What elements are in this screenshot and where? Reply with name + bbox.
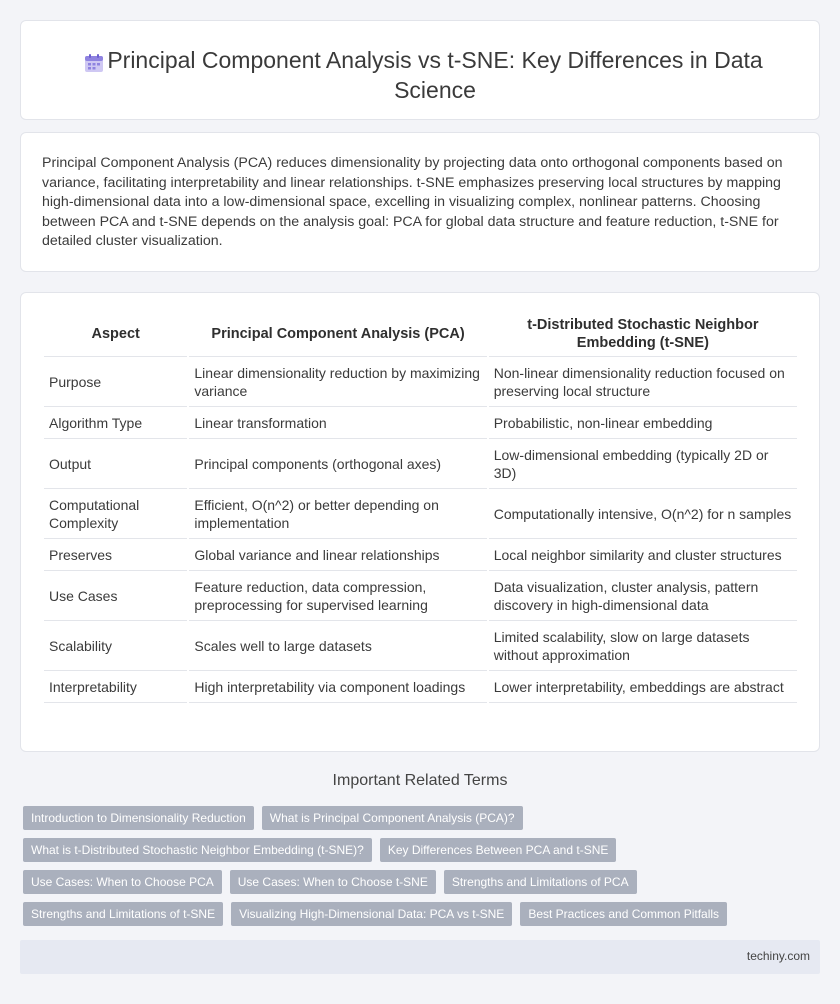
cell-tsne: Limited scalability, slow on large datasets without approximation bbox=[489, 621, 797, 671]
table-row bbox=[44, 357, 797, 407]
cell-aspect: Computational Complexity bbox=[44, 489, 187, 539]
cell-tsne: Probabilistic, non-linear embedding bbox=[489, 407, 797, 439]
footer-site[interactable]: techiny.com bbox=[746, 949, 810, 963]
calendar-icon bbox=[83, 52, 105, 74]
cell-aspect: Interpretability bbox=[44, 671, 187, 703]
related-tag[interactable]: What is t-Distributed Stochastic Neighbor Embedding (t-SNE)? bbox=[23, 838, 372, 862]
related-tag[interactable]: Strengths and Limitations of t-SNE bbox=[23, 902, 223, 926]
cell-pca: Scales well to large datasets bbox=[189, 621, 486, 671]
table-row bbox=[44, 489, 797, 539]
table-row bbox=[44, 539, 797, 571]
comparison-table bbox=[42, 310, 799, 703]
table-header-row bbox=[44, 310, 797, 357]
table-row bbox=[44, 621, 797, 671]
related-tag[interactable]: Strengths and Limitations of PCA bbox=[444, 870, 637, 894]
related-tag[interactable]: Best Practices and Common Pitfalls bbox=[520, 902, 727, 926]
cell-tsne: Low-dimensional embedding (typically 2D or 3D) bbox=[489, 439, 797, 489]
cell-tsne: Local neighbor similarity and cluster structures bbox=[489, 539, 797, 571]
cell-pca: Linear dimensionality reduction by maximizing variance bbox=[189, 357, 486, 407]
cell-tsne: Data visualization, cluster analysis, pattern discovery in high-dimensional data bbox=[489, 571, 797, 621]
related-tag[interactable]: Key Differences Between PCA and t-SNE bbox=[380, 838, 617, 862]
title-wrap bbox=[61, 45, 789, 105]
cell-aspect: Purpose bbox=[44, 357, 187, 407]
page-title: Principal Component Analysis vs t-SNE: Key Differences in Data Science bbox=[107, 47, 763, 103]
related-terms-title: Important Related Terms bbox=[332, 772, 508, 789]
cell-pca: High interpretability via component loadings bbox=[189, 671, 486, 703]
cell-tsne: Computationally intensive, O(n^2) for n samples bbox=[489, 489, 797, 539]
table-row bbox=[44, 439, 797, 489]
table-row bbox=[44, 407, 797, 439]
cell-pca: Efficient, O(n^2) or better depending on implementation bbox=[189, 489, 486, 539]
cell-pca: Principal components (orthogonal axes) bbox=[189, 439, 486, 489]
table-row bbox=[44, 671, 797, 703]
related-tag[interactable]: What is Principal Component Analysis (PCA)? bbox=[262, 806, 523, 830]
header-pca: Principal Component Analysis (PCA) bbox=[189, 310, 486, 357]
comparison-card bbox=[20, 292, 820, 752]
cell-aspect: Preserves bbox=[44, 539, 187, 571]
cell-tsne: Lower interpretability, embeddings are abstract bbox=[489, 671, 797, 703]
header-tsne: t-Distributed Stochastic Neighbor Embedding (t-SNE) bbox=[489, 310, 797, 357]
cell-aspect: Algorithm Type bbox=[44, 407, 187, 439]
related-tag[interactable]: Visualizing High-Dimensional Data: PCA vs t-SNE bbox=[231, 902, 512, 926]
cell-aspect: Scalability bbox=[44, 621, 187, 671]
related-tag[interactable]: Use Cases: When to Choose t-SNE bbox=[230, 870, 436, 894]
cell-pca: Global variance and linear relationships bbox=[189, 539, 486, 571]
related-tags bbox=[23, 806, 813, 926]
intro-card bbox=[20, 132, 820, 272]
table-row bbox=[44, 571, 797, 621]
cell-aspect: Output bbox=[44, 439, 187, 489]
title-card bbox=[20, 20, 820, 120]
cell-tsne: Non-linear dimensionality reduction focused on preserving local structure bbox=[489, 357, 797, 407]
footer bbox=[20, 940, 820, 974]
cell-pca: Feature reduction, data compression, preprocessing for supervised learning bbox=[189, 571, 486, 621]
intro-paragraph: Principal Component Analysis (PCA) reduces dimensionality by projecting data onto orthogonal components based on variance, facilitating interpretability and linear relationships. t-SNE emphasizes preserving local structures by mapping high-dimensional data into a low-dimensional space, excelling in visualizing complex, nonlinear patterns. Choosing between PCA and t-SNE depends on the analysis goal: PCA for global data structure and feature reduction, t-SNE for detailed cluster visualization. bbox=[42, 155, 783, 249]
related-tag[interactable]: Use Cases: When to Choose PCA bbox=[23, 870, 222, 894]
header-aspect: Aspect bbox=[44, 310, 187, 357]
related-tag[interactable]: Introduction to Dimensionality Reduction bbox=[23, 806, 254, 830]
cell-pca: Linear transformation bbox=[189, 407, 486, 439]
cell-aspect: Use Cases bbox=[44, 571, 187, 621]
